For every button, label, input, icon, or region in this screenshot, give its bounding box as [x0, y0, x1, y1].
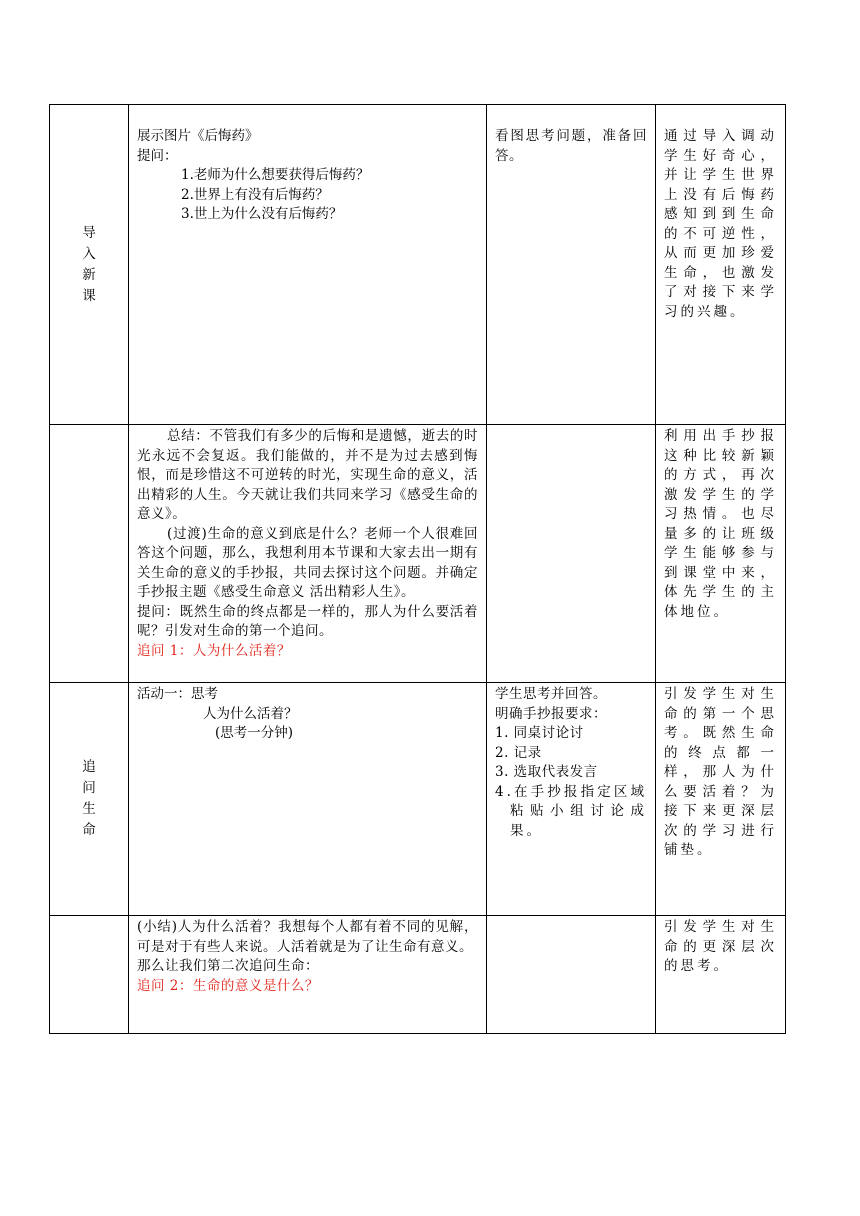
teacher-text: 总结：不管我们有多少的后悔和是遗憾，逝去的时光永远不会复返。我们能做的，并不是为过去感到悔恨，而是珍惜这不可逆转的时光，实现生命的意义，活出精彩的人生。今天就让我们共同来学习《感受生命的意义》。	[137, 428, 478, 522]
stage-cell	[50, 683, 129, 916]
teacher-text: 展示图片《后悔药》	[137, 128, 259, 144]
student-text: 学生思考并回答。	[495, 686, 607, 702]
table-row	[50, 105, 786, 425]
list-item: 2. 记录	[495, 744, 542, 761]
teacher-activity-cell	[129, 916, 487, 1034]
teacher-text: 提问：	[137, 147, 178, 164]
student-activity-cell	[487, 105, 656, 425]
design-intent-cell	[656, 425, 786, 683]
teacher-text: (思考一分钟)	[215, 725, 294, 741]
table-row	[50, 683, 786, 916]
teacher-text: 那么让我们第二次追问生命：	[137, 958, 319, 974]
student-activity-cell	[487, 916, 656, 1034]
intent-text: 引发学生对生命的第一个思考。既然生命的终点都一样，那人为什么要活着？为接下来更深层次的学习进行铺垫。	[664, 686, 777, 858]
student-activity-cell	[487, 425, 656, 683]
follow-up-question: 追问 2：生命的意义是什么？	[137, 977, 319, 994]
stage-cell	[50, 425, 129, 683]
follow-up-question: 追问 1：人为什么活着？	[137, 642, 291, 659]
stage-cell	[50, 916, 129, 1034]
table-row	[50, 916, 786, 1034]
lesson-plan-table	[49, 104, 786, 1034]
student-text: 明确手抄报要求：	[495, 705, 607, 722]
teacher-activity-cell	[129, 105, 487, 425]
list-item: 1. 同桌讨论讨	[495, 725, 584, 741]
list-item: 4.在手抄报指定区域粘贴小组讨论成果。	[495, 783, 647, 839]
question-item: 3.世上为什么没有后悔药？	[181, 206, 343, 222]
stage-label: 追问生命	[82, 759, 96, 838]
table-row	[50, 425, 786, 683]
question-item: 2.世界上有没有后悔药？	[181, 186, 329, 203]
list-item: 3. 选取代表发言	[495, 764, 598, 780]
intent-text: 引发学生对生命的更深层次的思考。	[664, 919, 777, 974]
stage-cell	[50, 105, 129, 425]
teacher-text: (过渡)生命的意义到底是什么？老师一个人很难回答这个问题，那么，我想利用本节课和大家去出一期有关生命的意义的手抄报，共同去探讨这个问题。并确定手抄报主题《感受生命意义 活出精彩人生》。	[137, 525, 478, 600]
intent-text: 通过导入调动学生好奇心，并让学生世界上没有后悔药感知到到生命的不可逆性，从而更加珍爱生命，也激发了对接下来学习的兴趣。	[664, 128, 777, 320]
design-intent-cell	[656, 105, 786, 425]
stage-label: 导入新课	[82, 224, 96, 304]
teacher-activity-cell	[129, 683, 487, 916]
question-item: 1.老师为什么想要获得后悔药？	[181, 167, 370, 183]
student-activity-cell	[487, 683, 656, 916]
intent-text: 利用出手抄报这种比较新颖的方式，再次激发学生的学习热情。也尽量多的让班级学生能够参与到课堂中来，体先学生的主体地位。	[664, 428, 777, 620]
teacher-activity-cell	[129, 425, 487, 683]
student-text: 看图思考问题，准备回答。	[495, 128, 647, 164]
teacher-text: 活动一：思考	[137, 686, 218, 702]
teacher-text: 提问：既然生命的终点都是一样的，那人为什么要活着呢？引发对生命的第一个追问。	[137, 603, 478, 639]
design-intent-cell	[656, 683, 786, 916]
design-intent-cell	[656, 916, 786, 1034]
teacher-text: (小结)人为什么活着？我想每个人都有着不同的见解，可是对于有些人来说。人活着就是为了让生命有意义。	[137, 919, 478, 955]
teacher-text: 人为什么活着？	[203, 705, 298, 722]
